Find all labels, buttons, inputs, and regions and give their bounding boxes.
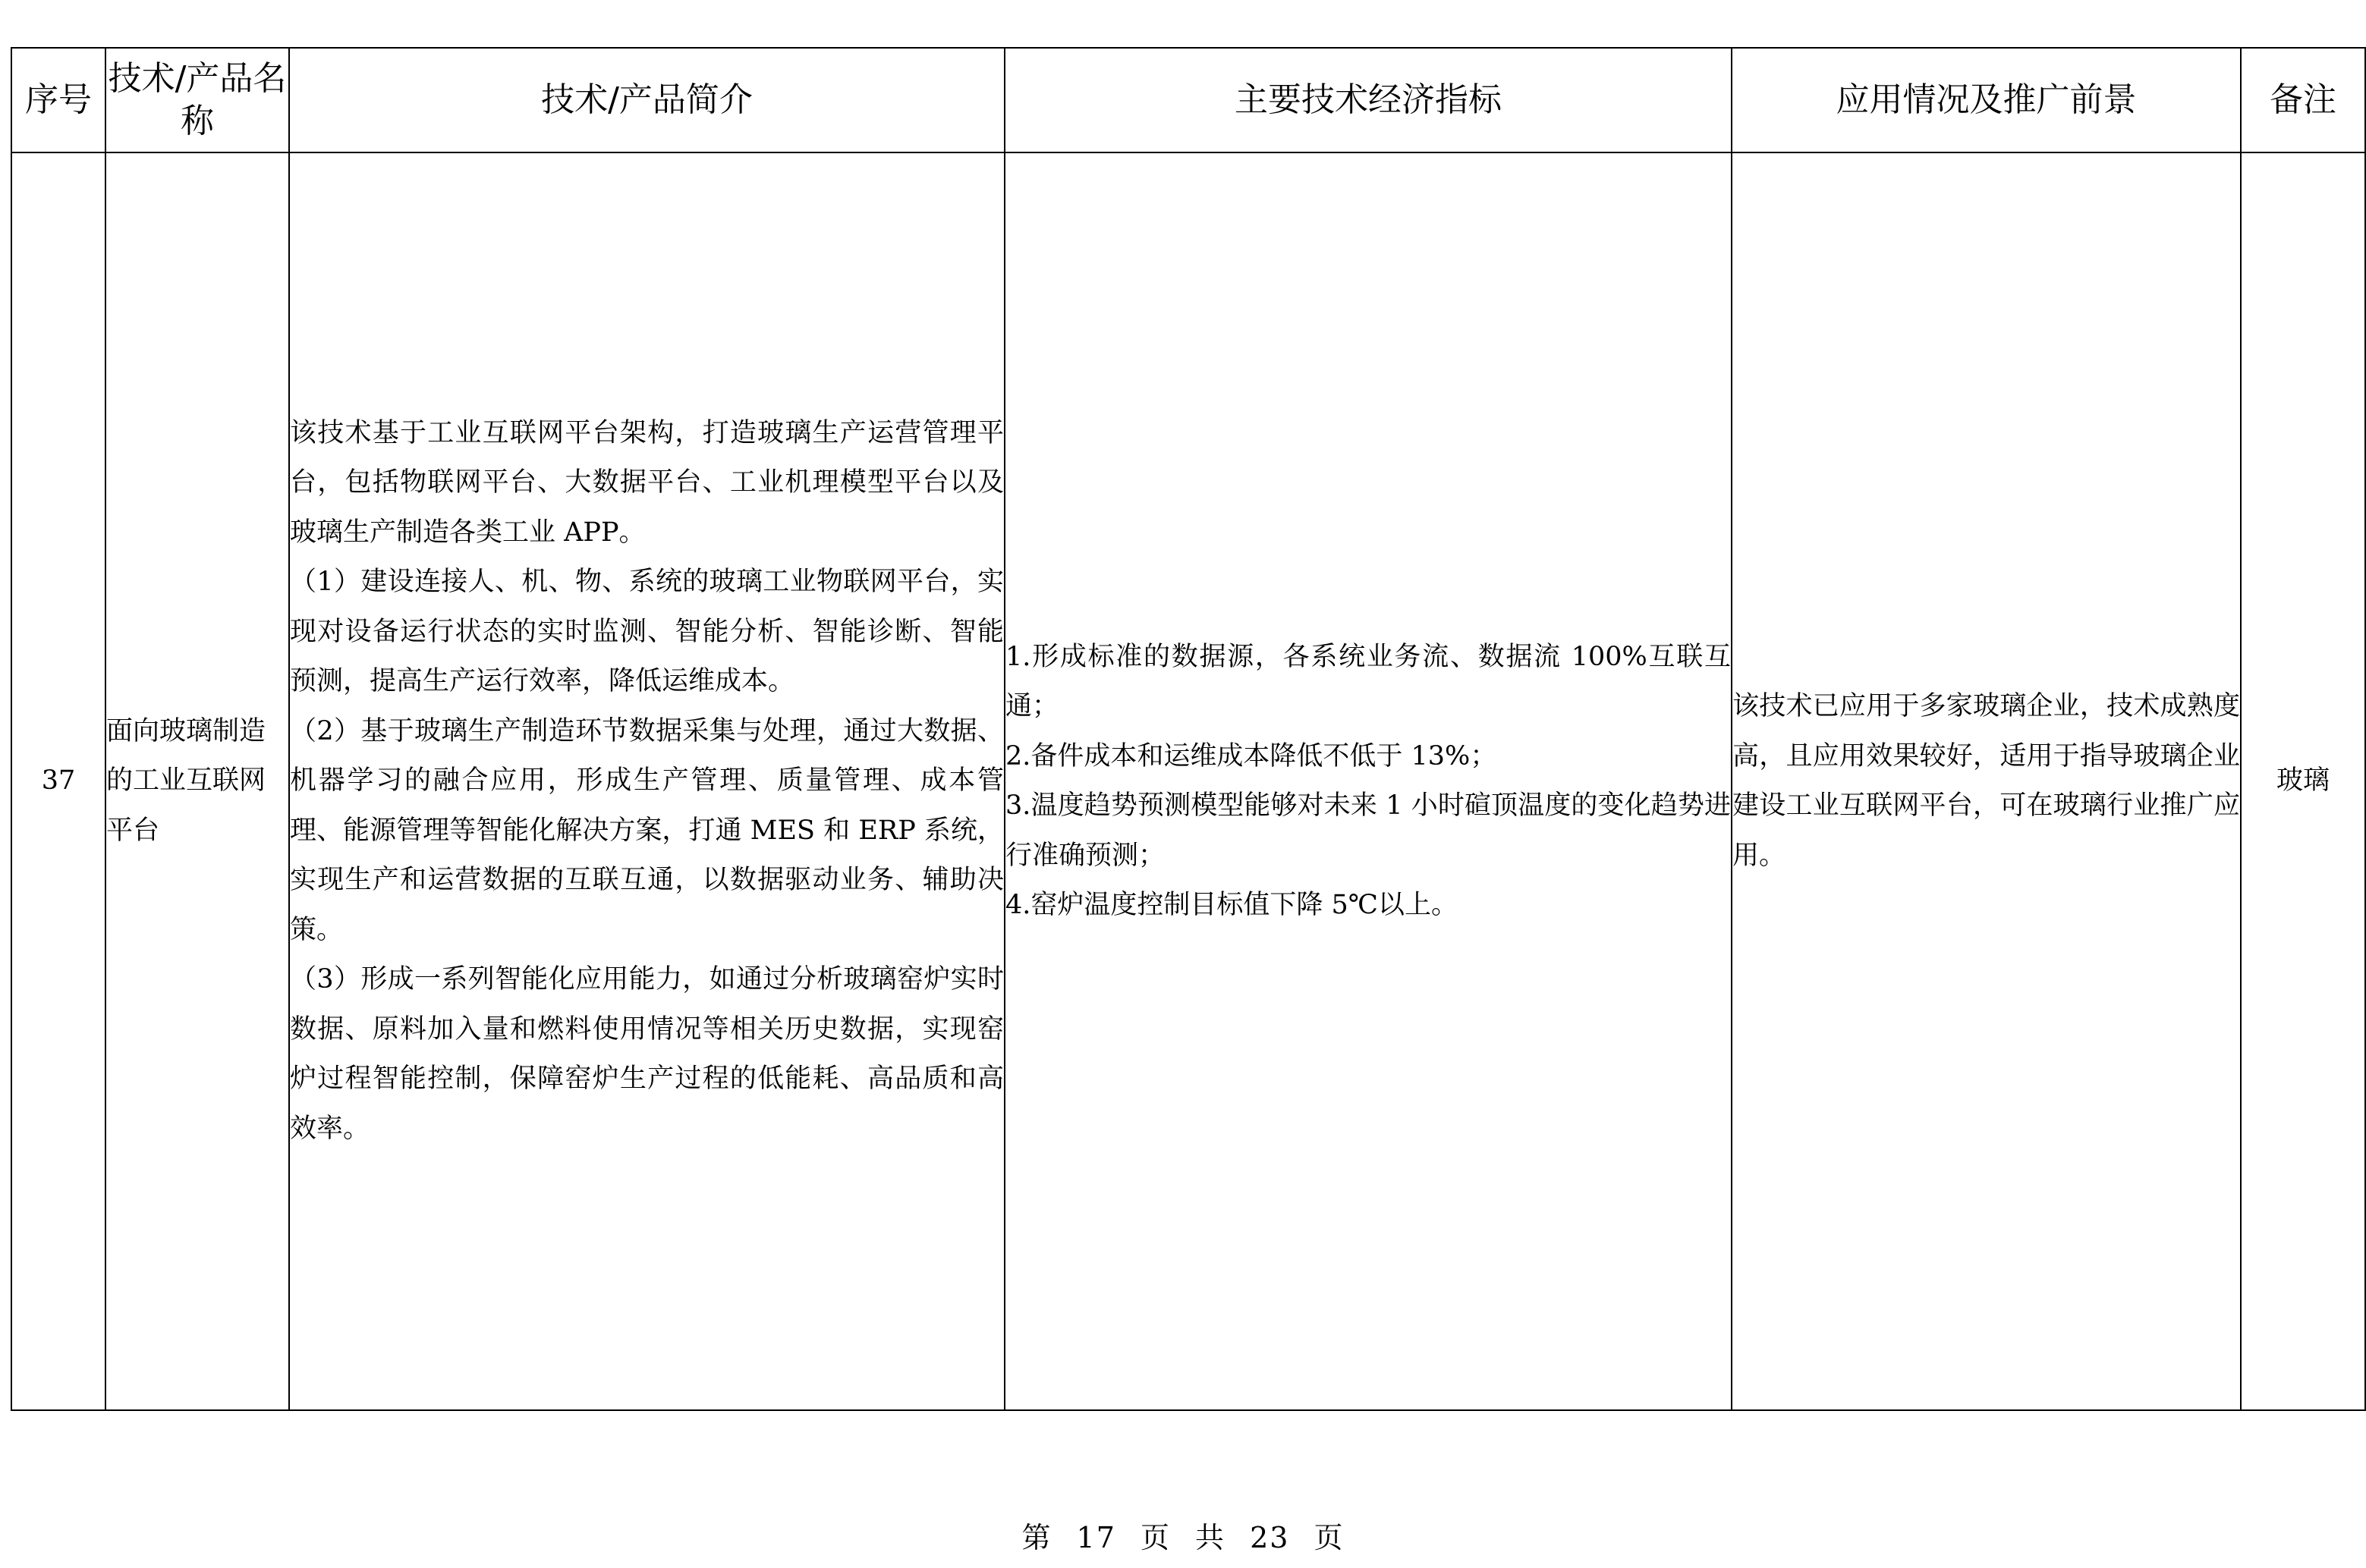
row-indicators — [1005, 152, 1732, 1410]
indicator-item: 1.形成标准的数据源，各系统业务流、数据流 100%互联互通； — [1005, 641, 1731, 721]
intro-paragraph: （1）建设连接人、机、物、系统的玻璃工业物联网平台，实现对设备运行状态的实时监测、智能分析、智能诊断、智能预测，提高生产运行效率，降低运维成本。 — [290, 567, 1004, 697]
indicator-item: 4.窑炉温度控制目标值下降 5℃以上。 — [1005, 890, 1458, 920]
intro-paragraph: 该技术基于工业互联网平台架构，打造玻璃生产运营管理平台，包括物联网平台、大数据平台、工业机理模型平台以及玻璃生产制造各类工业 APP。 — [290, 417, 1004, 548]
table-row — [11, 152, 2365, 1410]
table-header-row — [11, 48, 2365, 152]
indicator-item: 3.温度趋势预测模型能够对未来 1 小时碹顶温度的变化趋势进行准确预测； — [1005, 790, 1731, 871]
header-indicators: 主要技术经济指标 — [1005, 48, 1732, 152]
row-application: 该技术已应用于多家玻璃企业，技术成熟度高，且应用效果较好，适用于指导玻璃企业建设工业互联网平台，可在玻璃行业推广应用。 — [1732, 152, 2241, 1410]
header-no: 序号 — [11, 48, 105, 152]
row-intro — [289, 152, 1005, 1410]
intro-paragraph: （2）基于玻璃生产制造环节数据采集与处理，通过大数据、机器学习的融合应用，形成生产管理、质量管理、成本管理、能源管理等智能化解决方案，打通 MES 和 ERP 系统，实现生产和运营数据的互联互通，以数据驱动业务、辅助决策。 — [290, 715, 1004, 945]
row-remark: 玻璃 — [2241, 152, 2365, 1410]
technology-table — [11, 47, 2366, 1411]
header-remark: 备注 — [2241, 48, 2365, 152]
header-application: 应用情况及推广前景 — [1732, 48, 2241, 152]
indicator-item: 2.备件成本和运维成本降低不低于 13%； — [1005, 740, 1497, 771]
page-number: 第 17 页 共 23 页 — [1021, 1521, 1345, 1554]
intro-paragraph: （3）形成一系列智能化应用能力，如通过分析玻璃窑炉实时数据、原料加入量和燃料使用情况等相关历史数据，实现窑炉过程智能控制，保障窑炉生产过程的低能耗、高品质和高效率。 — [290, 964, 1004, 1144]
header-intro: 技术/产品简介 — [289, 48, 1005, 152]
row-no: 37 — [11, 152, 105, 1410]
row-name: 面向玻璃制造的工业互联网平台 — [105, 152, 289, 1410]
header-name: 技术/产品名称 — [105, 48, 289, 152]
